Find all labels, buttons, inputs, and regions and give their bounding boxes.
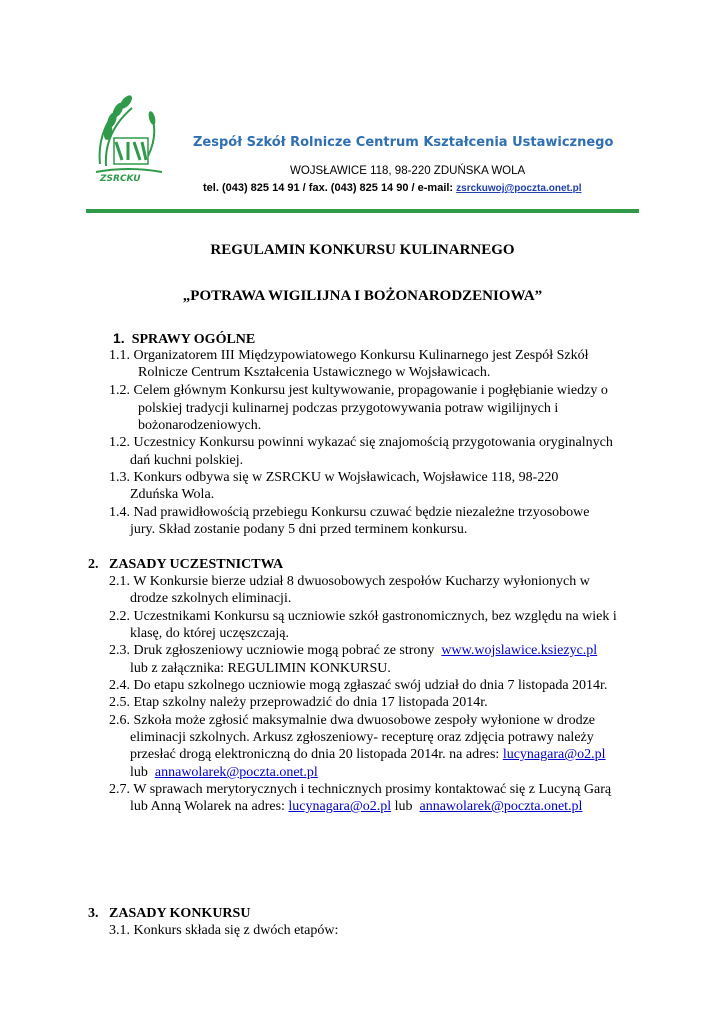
paragraph-2-6-text: przesłać drogą elektroniczną do dnia 20 listopada 2014r. na adres: <box>130 747 500 762</box>
website-link[interactable]: www.wojslawice.ksiezyc.pl <box>441 643 598 658</box>
school-contact <box>203 182 582 194</box>
paragraph-1-5-line2: jury. Skład zostanie podany 5 dni przed terminem konkursu. <box>130 522 468 537</box>
paragraph-1-1-line1: 1.1. Organizatorem III Międzypowiatowego Konkursu Kulinarnego jest Zespół Szkół <box>109 348 589 363</box>
paragraph-2-2-line2: klasę, do której uczęszczają. <box>130 626 289 641</box>
paragraph-1-3-line2: dań kuchni polskiej. <box>130 453 244 468</box>
section-1-number: 1. <box>113 330 125 346</box>
section-2-title: ZASADY UCZESTNICTWA <box>109 557 284 572</box>
paragraph-2-7-or: lub <box>394 799 413 814</box>
school-logo <box>88 86 168 186</box>
paragraph-1-2-line1: 1.2. Celem głównym Konkursu jest kultywowanie, propagowanie i pogłębianie wiedzy o <box>109 383 608 398</box>
logo-text: ZSRCKU <box>100 174 141 184</box>
paragraph-2-4: 2.4. Do etapu szkolnego uczniowie mogą zgłaszać swój udział do dnia 7 listopada 2014r. <box>109 678 608 693</box>
paragraph-1-2-line3: bożonarodzeniowych. <box>138 418 262 433</box>
paragraph-1-1-line2: Rolnicze Centrum Kształcenia Ustawicznego w Wojsławicach. <box>138 365 491 380</box>
paragraph-1-4-line2: Zduńska Wola. <box>130 487 215 502</box>
paragraph-2-5: 2.5. Etap szkolny należy przeprowadzić do dnia 17 listopada 2014r. <box>109 695 488 710</box>
contact-text: tel. (043) 825 14 91 / fax. (043) 825 14 90 / e-mail: <box>203 182 454 194</box>
email-link-annawolarek-2[interactable]: annawolarek@poczta.onet.pl <box>419 799 583 814</box>
paragraph-2-6-line4 <box>130 765 318 781</box>
section-3-title: ZASADY KONKURSU <box>109 906 251 921</box>
email-link[interactable]: zsrckuwoj@poczta.onet.pl <box>456 183 582 194</box>
school-address: WOJSŁAWICE 118, 98-220 ZDUŃSKA WOLA <box>290 165 526 177</box>
paragraph-2-1-line1: 2.1. W Konkursie bierze udział 8 dwuosobowych zespołów Kucharzy wyłonionych w <box>109 574 590 589</box>
paragraph-3-1: 3.1. Konkurs składa się z dwóch etapów: <box>109 923 339 938</box>
paragraph-2-7-line1: 2.7. W sprawach merytorycznych i technicznych prosimy kontaktować się z Lucyną Garą <box>109 782 612 797</box>
paragraph-2-6-line2: eliminacji szkolnych. Arkusz zgłoszeniowy- recepturę oraz zdjęcia potrawy należy <box>130 730 594 745</box>
paragraph-2-3-text: 2.3. Druk zgłoszeniowy uczniowie mogą pobrać ze strony <box>109 643 435 658</box>
paragraph-2-6-line1: 2.6. Szkoła może zgłosić maksymalnie dwa dwuosobowe zespoły wyłonione w drodze <box>109 713 596 728</box>
section-2-heading <box>88 557 283 573</box>
document-subtitle: „POTRAWA WIGILIJNA I BOŻONARODZENIOWA” <box>182 288 543 304</box>
paragraph-1-4-line1: 1.3. Konkurs odbywa się w ZSRCKU w Wojsławicach, Wojsławice 118, 98-220 <box>109 470 559 485</box>
paragraph-2-2-line1: 2.2. Uczestnikami Konkursu są uczniowie szkół gastronomicznych, bez względu na wiek i <box>109 609 617 624</box>
header-divider <box>86 209 639 213</box>
paragraph-2-7-text: lub Anną Wolarek na adres: <box>130 799 285 814</box>
paragraph-2-6-or: lub <box>130 765 148 780</box>
document-title: REGULAMIN KONKURSU KULINARNEGO <box>210 242 515 258</box>
section-2-number: 2. <box>88 557 99 572</box>
school-name: Zespół Szkół Rolnicze Centrum Kształcenia Ustawicznego <box>193 135 614 150</box>
email-link-annawolarek[interactable]: annawolarek@poczta.onet.pl <box>154 765 318 780</box>
paragraph-2-7-line2 <box>130 799 582 815</box>
paragraph-1-5-line1: 1.4. Nad prawidłowością przebiegu Konkursu czuwać będzie niezależne trzyosobowe <box>109 505 590 520</box>
section-3-heading <box>88 906 250 922</box>
paragraph-2-6-line3 <box>130 747 606 763</box>
email-link-lucynagara-2[interactable]: lucynagara@o2.pl <box>288 799 392 814</box>
paragraph-2-1-line2: drodze szkolnych eliminacji. <box>130 591 292 606</box>
section-3-number: 3. <box>88 906 99 921</box>
section-1-heading <box>113 330 255 348</box>
email-link-lucynagara[interactable]: lucynagara@o2.pl <box>502 747 606 762</box>
paragraph-1-2-line2: polskiej tradycji kulinarnej podczas przygotowywania potraw wigilijnych i <box>138 401 559 416</box>
paragraph-2-3-line2: lub z załącznika: REGULIMIN KONKURSU. <box>130 661 391 676</box>
section-1-title: SPRAWY OGÓLNE <box>131 332 256 347</box>
paragraph-2-3-line1 <box>109 643 597 659</box>
paragraph-1-3-line1: 1.2. Uczestnicy Konkursu powinni wykazać się znajomością przygotowania oryginalnych <box>109 435 613 450</box>
